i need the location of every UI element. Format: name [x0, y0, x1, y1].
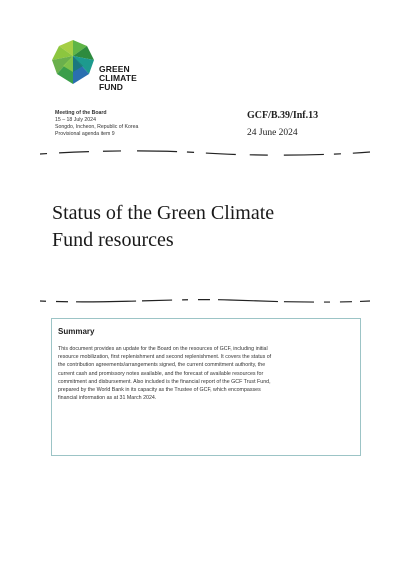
document-title: [52, 200, 372, 254]
gcf-globe-icon: [49, 38, 97, 86]
meeting-location: Songdo, Incheon, Republic of Korea: [55, 124, 139, 130]
summary-line: resource mobilization, first replenishment and second replenishment. It covers the status of: [58, 354, 272, 361]
meeting-agenda-item: Provisional agenda item 9: [55, 131, 115, 137]
summary-line: This document provides an update for the Board on the resources of GCF, including initial: [58, 346, 268, 352]
gcf-logo: [49, 38, 149, 98]
logo-wordmark: [99, 65, 137, 92]
top-divider: [40, 150, 370, 156]
summary-box: [51, 318, 361, 456]
bottom-divider: [40, 298, 370, 304]
meeting-title: Meeting of the Board: [55, 110, 107, 116]
summary-heading: Summary: [58, 327, 95, 336]
logo-line-green: GREEN: [99, 64, 130, 74]
title-line-2: Fund resources: [52, 229, 174, 251]
document-date: 24 June 2024: [247, 128, 298, 138]
meeting-info: [55, 110, 138, 138]
summary-line: commitment and disbursement. Also included is the financial report of the GCF Trust Fund,: [58, 378, 271, 385]
logo-line-fund: FUND: [99, 82, 124, 92]
summary-line: the contribution agreements/arrangements signed, the current commitment authority, the: [58, 362, 266, 369]
logo-line-climate: CLIMATE: [99, 73, 137, 83]
meeting-dates: 15 – 18 July 2024: [55, 117, 96, 123]
summary-line: prepared by the World Bank in its capacity as the Trustee of GCF, which encompasses: [58, 387, 261, 394]
summary-line: current cash and promissory notes available, and the forecast of available resources for: [58, 370, 264, 377]
summary-line: financial information as at 31 March 2024.: [58, 395, 157, 402]
title-line-1: Status of the Green Climate: [52, 202, 275, 224]
document-reference: GCF/B.39/Inf.13: [247, 110, 319, 121]
summary-body: [58, 345, 354, 402]
